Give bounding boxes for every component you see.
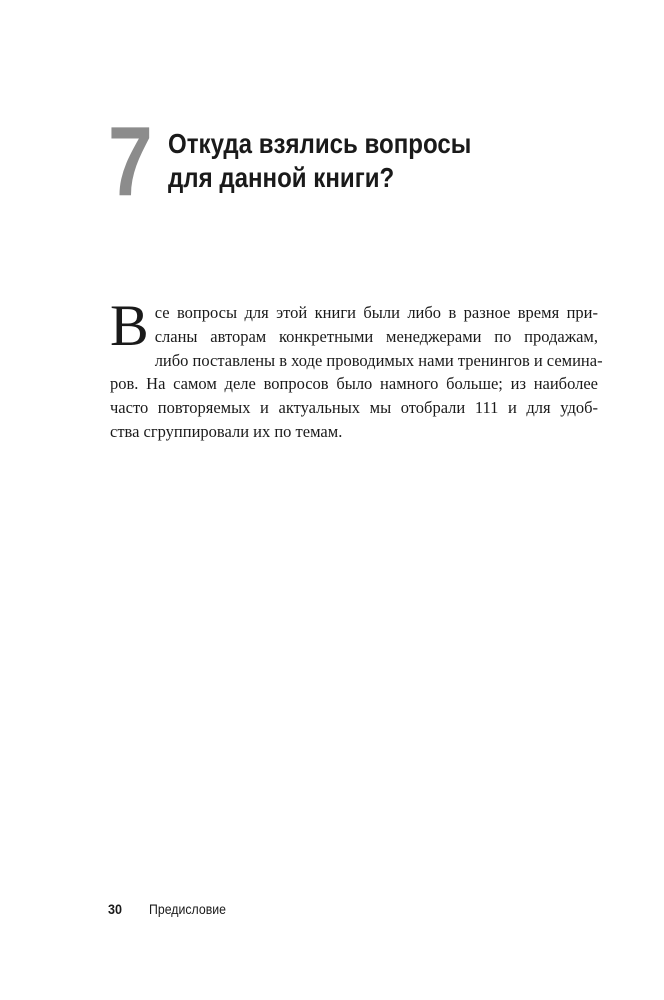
chapter-title-line: Откуда взялись вопросы <box>168 128 472 159</box>
page-footer <box>108 900 237 918</box>
paragraph-line: часто повторяемых и актуальных мы отобрали 111 и для удоб- <box>110 398 598 418</box>
paragraph-line: се вопросы для этой книги были либо в разное время при- <box>154 303 598 322</box>
body-paragraph <box>110 293 603 444</box>
chapter-title <box>168 127 546 195</box>
paragraph-line: сланы авторам конкретными менеджерами по продажам, <box>154 326 598 346</box>
paragraph-line: ров. На самом деле вопросов было намного больше; из наиболее <box>110 374 598 394</box>
chapter-title-line: для данной книги? <box>168 162 395 193</box>
paragraph-line: ства сгруппировали их по темам. <box>110 421 343 441</box>
page-number: 30 <box>108 901 123 917</box>
drop-cap: В <box>110 293 149 358</box>
paragraph-line: либо поставлены в ходе проводимых нами тренингов и семина- <box>154 350 603 370</box>
running-section-title: Предисловие <box>149 901 227 917</box>
chapter-number: 7 <box>108 106 153 216</box>
